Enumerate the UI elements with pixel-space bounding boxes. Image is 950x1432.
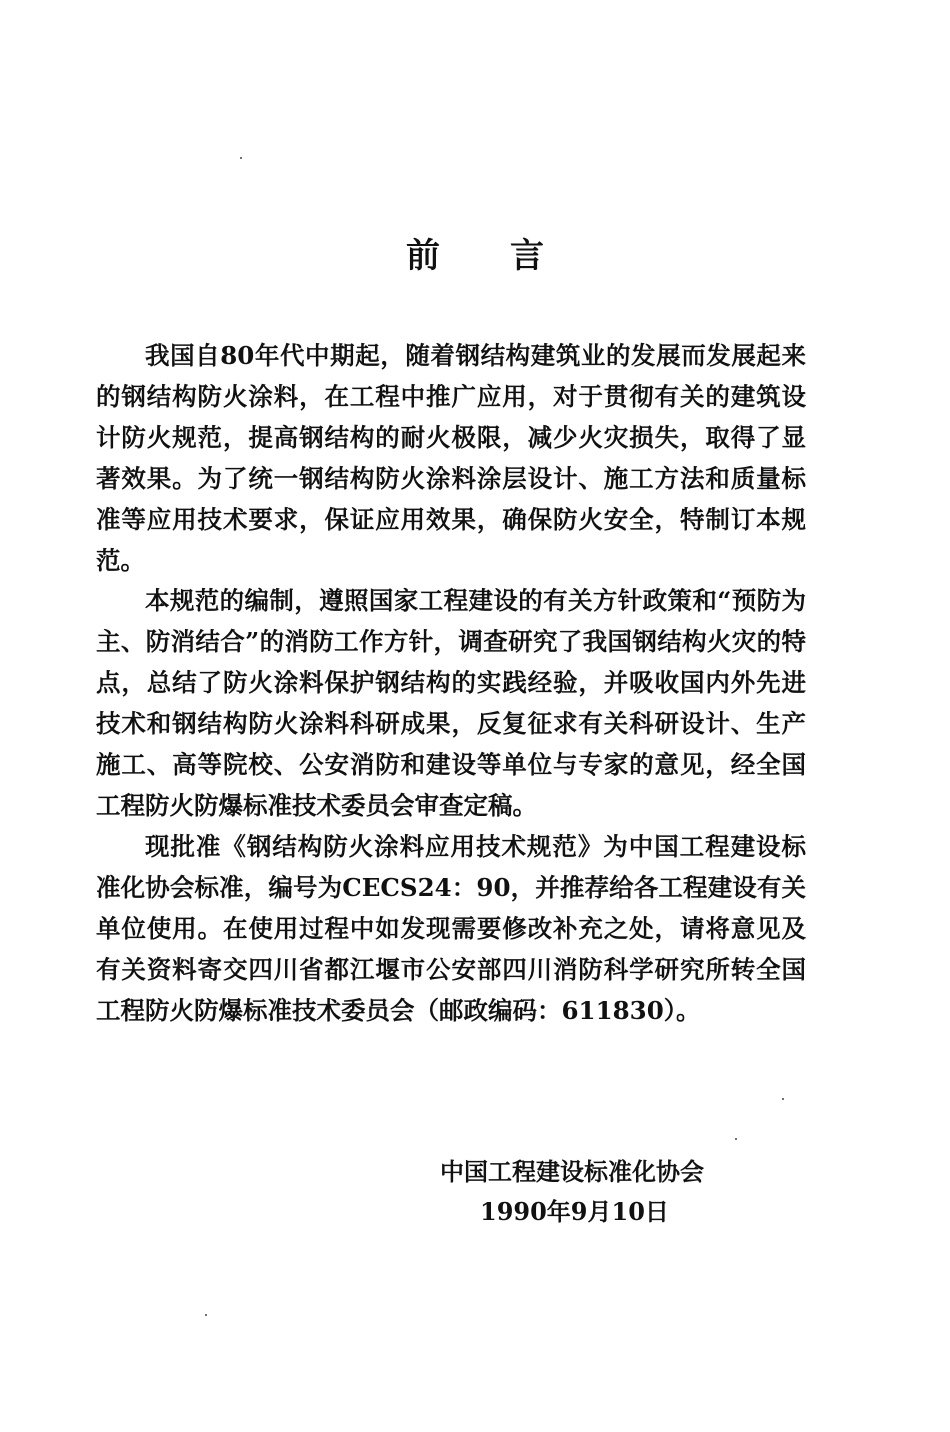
scan-speck [782, 1098, 784, 1100]
scan-speck [205, 1314, 207, 1316]
scan-speck [240, 157, 242, 159]
scan-speck [735, 1138, 737, 1140]
paragraph-2: 本规范的编制，遵照国家工程建设的有关方针政策和“预防为主、防消结合”的消防工作方针，调查研究了我国钢结构火灾的特点，总结了防火涂料保护钢结构的实践经验，并吸收国内外先进技术和钢结构防火涂料科研成果，反复征求有关科研设计、生产施工、高等院校、公安消防和建设等单位与专家的意见，经全国工程防火防爆标准技术委员会审查定稿。 [96, 586, 806, 820]
page-title [0, 228, 950, 277]
signature-organization: 中国工程建设标准化协会 [440, 1157, 704, 1186]
title-char-2: 言 [510, 236, 544, 276]
paragraph-1: 我国自80年代中期起，随着钢结构建筑业的发展而发展起来的钢结构防火涂料，在工程中推广应用，对于贯彻有关的建筑设计防火规范，提高钢结构的耐火极限，减少火灾损失，取得了显著效果。为了统一钢结构防火涂料涂层设计、施工方法和质量标准等应用技术要求，保证应用效果，确保防火安全，特制订本规范。 [96, 341, 806, 575]
signature-block [440, 1152, 760, 1232]
title-char-1: 前 [406, 236, 440, 276]
paragraph-3: 现批准《钢结构防火涂料应用技术规范》为中国工程建设标准化协会标准，编号为CECS24：90，并推荐给各工程建设有关单位使用。在使用过程中如发现需要修改补充之处，请将意见及有关资料寄交四川省都江堰市公安部四川消防科学研究所转全国工程防火防爆标准技术委员会（邮政编码：611830）。 [96, 831, 806, 1025]
signature-date: 1990年9月10日 [480, 1197, 669, 1226]
preface-body [96, 336, 806, 1031]
